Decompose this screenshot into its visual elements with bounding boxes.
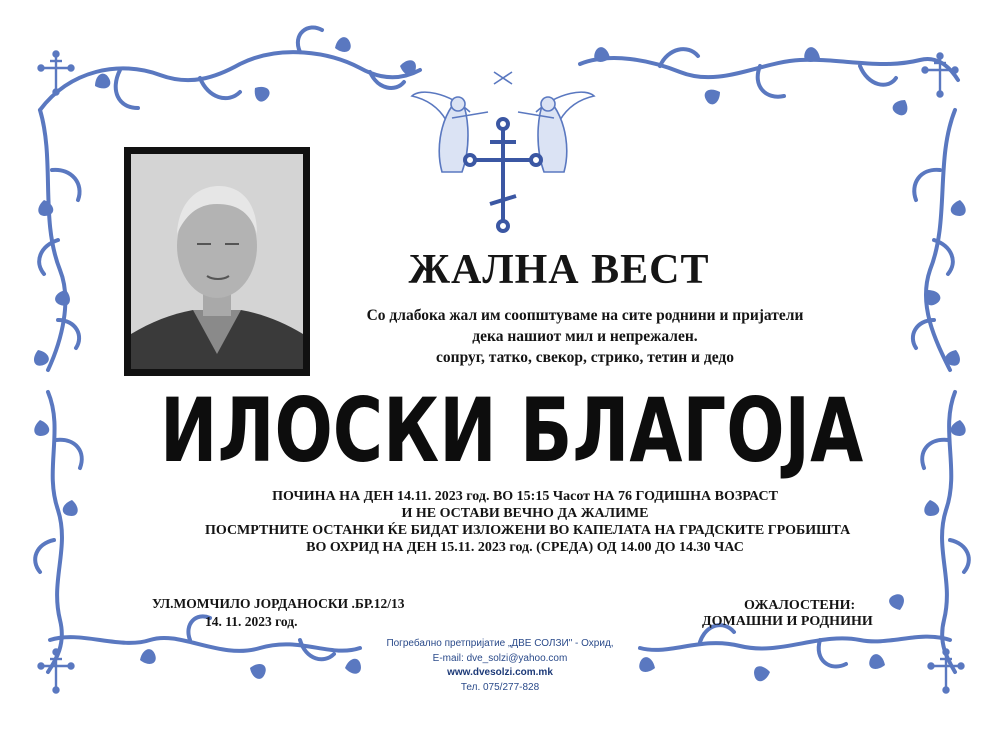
details-line: ВО ОХРИД НА ДЕН 15.11. 2023 год. (СРЕДА) ОД 14.00 ДО 14.30 ЧАС — [306, 540, 744, 555]
details-line: И НЕ ОСТАВИ ВЕЧНО ДА ЖАЛИМЕ — [401, 506, 649, 521]
cross-icon — [39, 650, 74, 693]
deceased-given-name: БЛАГОЈА — [520, 379, 864, 482]
company-email: E-mail: dve_solzi@yahoo.com — [432, 652, 568, 664]
mourners-names: ДОМАШНИ И РОДНИНИ — [702, 614, 873, 629]
deceased-surname: ИЛОСКИ — [160, 379, 497, 482]
cross-icon — [465, 119, 541, 231]
company-phone: Тел. 075/277-828 — [460, 681, 540, 693]
deceased-photo — [124, 147, 310, 376]
cross-icon — [929, 650, 964, 693]
intro-line: дека нашиот мил и непрежален. — [472, 328, 698, 345]
portrait-image — [131, 154, 303, 369]
company-name: Погребално претпријатие „ДВЕ СОЛЗИ" - Охрид, — [386, 638, 614, 649]
notice-title: ЖАЛНА ВЕСТ — [408, 247, 710, 293]
company-website: www.dvesolzi.com.mk — [447, 667, 553, 678]
funeral-details — [205, 488, 851, 556]
deceased-name — [160, 379, 864, 482]
mourners-label: ОЖАЛОСТЕНИ: — [744, 598, 856, 613]
intro-line: Со длабока жал им соопштуваме на сите роднини и пријатели — [366, 307, 804, 324]
intro-line: сопруг, татко, свекор, стрико, тетин и дедо — [436, 349, 734, 366]
details-line: ПОСМРТНИТЕ ОСТАНКИ ЌЕ БИДАТ ИЗЛОЖЕНИ ВО КАПЕЛАТА НА ГРАДСКИТЕ ГРОБИШТА — [205, 523, 851, 538]
funeral-company-info — [360, 637, 640, 695]
home-address: УЛ.МОМЧИЛО ЈОРДАНОСКИ .БР.12/13 — [152, 596, 405, 611]
details-line: ПОЧИНА НА ДЕН 14.11. 2023 год. ВО 15:15 Часот НА 76 ГОДИШНА ВОЗРАСТ — [272, 489, 778, 504]
notice-date: 14. 11. 2023 год. — [205, 614, 298, 629]
cross-icon — [39, 52, 74, 95]
intro-text — [325, 305, 845, 368]
